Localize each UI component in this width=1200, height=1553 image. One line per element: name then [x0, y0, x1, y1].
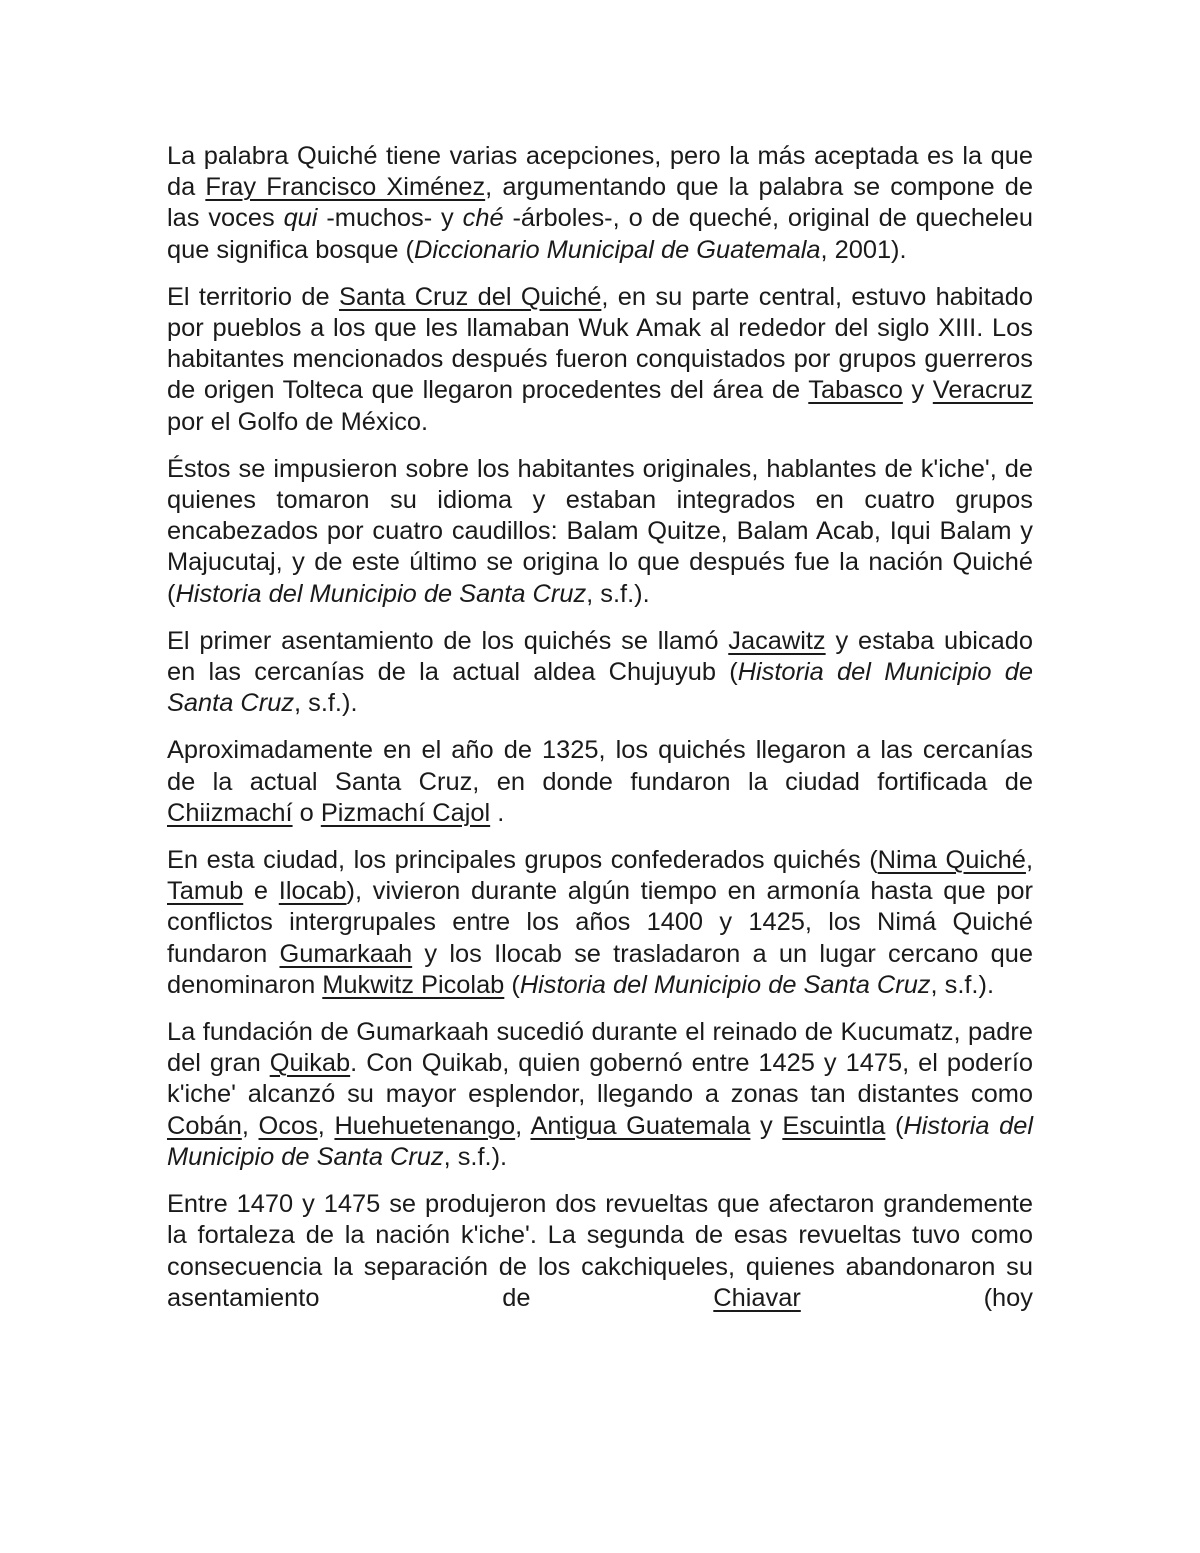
body-text: La palabra Quiché tiene varias acepciones, pero la más aceptada es la que da: [167, 142, 1033, 202]
citation-text: ché: [462, 204, 504, 233]
body-text: Entre 1470 y 1475 se produjeron dos revueltas que afectaron grandemente la fortaleza de la nación k'iche'. La segunda de esas revueltas tuvo como consecuencia la separación de los cakchiqueles, quienes abandonaron su asentamiento de: [167, 1190, 1033, 1312]
citation-text: qui: [283, 204, 318, 233]
body-text: Aproximadamente en el año de 1325, los quichés llegaron a las cercanías de la actual Santa Cruz, en donde fundaron la ciudad fortificada de: [167, 736, 1033, 796]
hyperlink[interactable]: Mukwitz Picolab: [322, 970, 505, 999]
body-text: y: [902, 376, 933, 405]
citation-text: Historia del Municipio de Santa Cruz: [167, 1111, 1034, 1171]
body-text: -muchos- y: [317, 204, 463, 233]
hyperlink[interactable]: Gumarkaah: [279, 939, 413, 968]
body-text: , s.f.).: [443, 1142, 508, 1171]
hyperlink[interactable]: Tamub: [167, 877, 244, 906]
body-text: .: [490, 798, 505, 827]
body-text: En esta ciudad, los principales grupos confederados quichés (: [167, 846, 878, 875]
paragraph: [167, 282, 1033, 438]
document-body: [167, 141, 1033, 1330]
body-text: La fundación de Gumarkaah sucedió durante el reinado de Kucumatz, padre del gran: [167, 1018, 1033, 1078]
hyperlink[interactable]: Pizmachí Cajol: [320, 798, 491, 827]
body-text: (: [885, 1111, 904, 1140]
hyperlink[interactable]: Nima Quiché: [877, 846, 1026, 875]
hyperlink[interactable]: Cobán: [167, 1111, 242, 1140]
body-text: e: [243, 877, 279, 906]
hyperlink[interactable]: Antigua Guatemala: [530, 1111, 751, 1140]
hyperlink[interactable]: Fray Francisco Ximénez: [205, 173, 486, 202]
hyperlink[interactable]: Ocos: [258, 1111, 318, 1140]
hyperlink[interactable]: Jacawitz: [728, 626, 826, 655]
body-text: , s.f.).: [930, 970, 994, 999]
body-text: , en su parte central, estuvo habitado por pueblos a los que les llamaban Wuk Amak al rededor del siglo XIII. Los habitantes mencionados después fueron conquistados por grupos guerreros de origen Tolteca que llegaron procedentes del área de: [167, 282, 1033, 405]
body-text: ,: [317, 1111, 335, 1140]
body-text: ,: [241, 1111, 259, 1140]
paragraph: [167, 735, 1033, 829]
hyperlink[interactable]: Escuintla: [782, 1111, 886, 1140]
body-text: , s.f.).: [586, 579, 650, 608]
hyperlink[interactable]: Santa Cruz del Quiché: [339, 282, 602, 311]
body-text: (hoy: [800, 1283, 1033, 1312]
citation-text: Diccionario Municipal de Guatemala: [414, 235, 821, 264]
body-text: y estaba ubicado en las cercanías de la actual aldea Chujuyub (: [167, 626, 1033, 687]
body-text: , argumentando que la palabra se compone de las voces: [167, 173, 1033, 233]
body-text: Éstos se impusieron sobre los habitantes originales, hablantes de k'iche', de quienes tomaron su idioma y estaban integrados en cuatro grupos encabezados por cuatro caudillos: Balam Quitze, Balam Acab, Iqui Balam y Majucutaj, y de este último se origina lo que después fue la nación Quiché (: [167, 454, 1033, 608]
body-text: El primer asentamiento de los quichés se llamó: [167, 626, 729, 655]
hyperlink[interactable]: Chiizmachí: [167, 798, 293, 827]
body-text: (: [504, 970, 520, 999]
body-text: El territorio de: [167, 282, 340, 311]
body-text: y: [750, 1111, 783, 1140]
citation-text: Historia del Municipio de Santa Cruz: [175, 579, 587, 608]
hyperlink[interactable]: Tabasco: [808, 376, 903, 405]
body-text: ,: [515, 1111, 531, 1140]
hyperlink[interactable]: Huehuetenango: [334, 1111, 516, 1140]
body-text: ,: [1025, 846, 1033, 875]
body-text: por el Golfo de México.: [167, 407, 429, 436]
paragraph: [167, 1017, 1033, 1173]
hyperlink[interactable]: Chiavar: [713, 1283, 801, 1312]
body-text: y los Ilocab se trasladaron a un lugar cercano que denominaron: [167, 939, 1033, 999]
paragraph: [167, 845, 1033, 1001]
body-text: , s.f.).: [294, 689, 358, 718]
hyperlink[interactable]: Quikab: [269, 1049, 351, 1078]
paragraph: [167, 626, 1033, 720]
body-text: -árboles-, o de queché, original de quecheleu que significa bosque (: [167, 204, 1033, 264]
paragraph: [167, 1189, 1033, 1314]
paragraph: [167, 141, 1033, 266]
body-text: o: [292, 798, 321, 827]
citation-text: Historia del Municipio de Santa Cruz: [167, 658, 1033, 718]
hyperlink[interactable]: Veracruz: [932, 376, 1033, 405]
body-text: , 2001).: [820, 235, 907, 264]
paragraph: [167, 454, 1033, 610]
citation-text: Historia del Municipio de Santa Cruz: [519, 970, 931, 999]
hyperlink[interactable]: Ilocab: [278, 877, 347, 906]
body-text: ), vivieron durante algún tiempo en armonía hasta que por conflictos intergrupales entre los años 1400 y 1425, los Nimá Quiché fundaron: [167, 877, 1034, 968]
body-text: . Con Quikab, quien gobernó entre 1425 y 1475, el poderío k'iche' alcanzó su mayor esplendor, llegando a zonas tan distantes como: [167, 1049, 1033, 1109]
